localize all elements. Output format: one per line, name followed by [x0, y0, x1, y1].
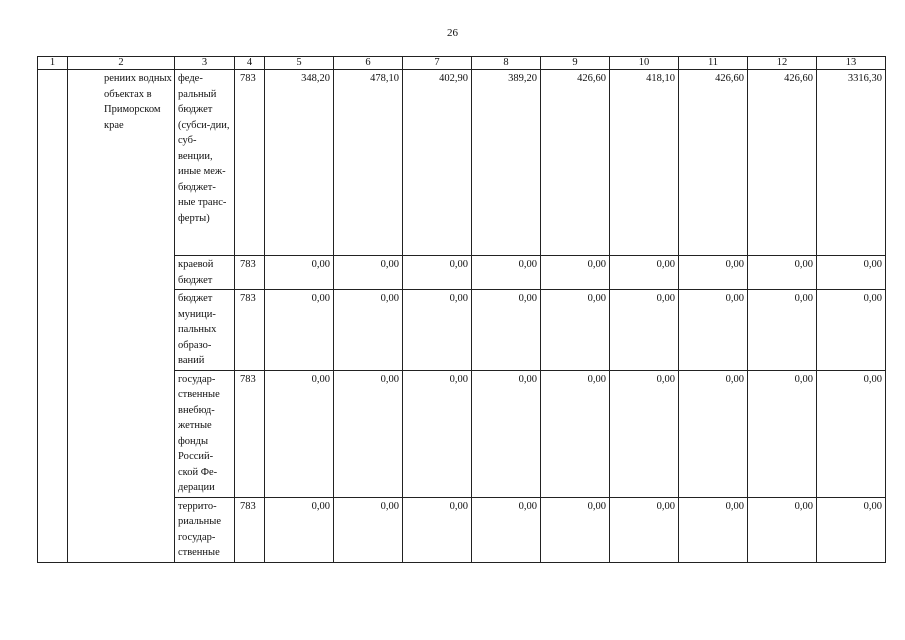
value-cell: 418,10 [610, 70, 679, 256]
funding-source-cell: государ-ственные внебюд-жетные фонды Россий-ской Фе-дерации [175, 370, 235, 497]
value-cell: 0,00 [541, 370, 610, 497]
column-header: 3 [175, 57, 235, 70]
column-header: 9 [541, 57, 610, 70]
code-cell: 783 [235, 290, 265, 371]
code-cell: 783 [235, 70, 265, 256]
value-cell: 0,00 [748, 290, 817, 371]
value-cell: 0,00 [265, 290, 334, 371]
value-cell: 0,00 [679, 256, 748, 290]
total-value-cell: 3316,30 [817, 70, 886, 256]
value-cell: 0,00 [472, 370, 541, 497]
page-number: 26 [447, 27, 458, 39]
value-cell: 0,00 [403, 256, 472, 290]
value-cell: 0,00 [472, 290, 541, 371]
column-header: 1 [38, 57, 68, 70]
value-cell: 0,00 [541, 290, 610, 371]
column-header: 2 [68, 57, 175, 70]
column-header: 4 [235, 57, 265, 70]
value-cell: 0,00 [403, 370, 472, 497]
value-cell: 0,00 [679, 290, 748, 371]
value-cell: 0,00 [265, 497, 334, 562]
code-cell: 783 [235, 370, 265, 497]
measure-description-cell: рениих водных объектах в Приморском крае [68, 70, 175, 563]
value-cell: 0,00 [748, 256, 817, 290]
column-header: 12 [748, 57, 817, 70]
row-index-cell [38, 70, 68, 563]
value-cell: 0,00 [748, 497, 817, 562]
value-cell: 0,00 [610, 290, 679, 371]
value-cell: 348,20 [265, 70, 334, 256]
total-value-cell: 0,00 [817, 497, 886, 562]
value-cell: 0,00 [334, 497, 403, 562]
column-header: 7 [403, 57, 472, 70]
value-cell: 0,00 [403, 290, 472, 371]
value-cell: 0,00 [472, 497, 541, 562]
column-header: 11 [679, 57, 748, 70]
code-cell: 783 [235, 256, 265, 290]
value-cell: 0,00 [610, 256, 679, 290]
funding-source-cell: террито-риальные государ-ственные [175, 497, 235, 562]
total-value-cell: 0,00 [817, 290, 886, 371]
value-cell: 0,00 [541, 256, 610, 290]
value-cell: 402,90 [403, 70, 472, 256]
column-header: 6 [334, 57, 403, 70]
funding-source-cell: бюджет муници-пальных образо-ваний [175, 290, 235, 371]
total-value-cell: 0,00 [817, 370, 886, 497]
value-cell: 0,00 [403, 497, 472, 562]
value-cell: 0,00 [610, 497, 679, 562]
value-cell: 389,20 [472, 70, 541, 256]
value-cell: 0,00 [748, 370, 817, 497]
table-header [38, 57, 886, 70]
table-row [38, 70, 886, 256]
value-cell: 0,00 [334, 370, 403, 497]
code-cell: 783 [235, 497, 265, 562]
column-header: 13 [817, 57, 886, 70]
column-header: 5 [265, 57, 334, 70]
value-cell: 0,00 [679, 497, 748, 562]
value-cell: 426,60 [541, 70, 610, 256]
funding-source-cell: краевой бюджет [175, 256, 235, 290]
value-cell: 0,00 [334, 290, 403, 371]
column-header: 10 [610, 57, 679, 70]
value-cell: 0,00 [610, 370, 679, 497]
value-cell: 426,60 [748, 70, 817, 256]
value-cell: 0,00 [679, 370, 748, 497]
budget-table [37, 56, 886, 563]
value-cell: 0,00 [265, 370, 334, 497]
value-cell: 0,00 [265, 256, 334, 290]
value-cell: 426,60 [679, 70, 748, 256]
funding-source-cell: феде-ральный бюджет (субси-дии, суб-венции, иные меж-бюджет-ные транс-ферты) [175, 70, 235, 256]
value-cell: 0,00 [541, 497, 610, 562]
total-value-cell: 0,00 [817, 256, 886, 290]
value-cell: 0,00 [472, 256, 541, 290]
value-cell: 0,00 [334, 256, 403, 290]
column-header: 8 [472, 57, 541, 70]
value-cell: 478,10 [334, 70, 403, 256]
column-number-row [38, 57, 886, 70]
